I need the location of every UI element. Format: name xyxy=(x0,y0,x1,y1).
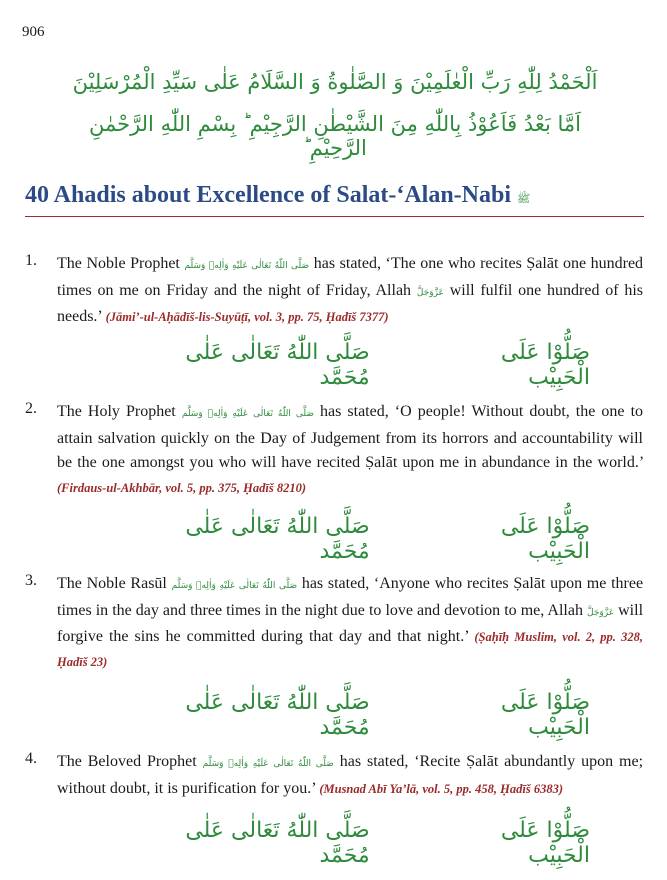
opening-taawwudh-line: اَمَّا بَعْدُ فَاَعُوْذُ بِاللّٰهِ مِنَ الشَّيْطٰنِ الرَّجِيْمِ ؕ بِسْمِ اللّٰهِ الرَّحْمٰنِ الرَّحِيْمِ ؕ xyxy=(88,112,582,160)
hadith-text xyxy=(57,750,643,801)
hadith-reference: (Musnad Abī Ya’lā, vol. 5, pp. 458, Ḥadīš 6383) xyxy=(319,781,564,796)
durood-part-1: صَلُّوْا عَلَى الْحَبِيْب xyxy=(500,818,590,868)
durood-part-2: صَلَّى اللّٰهُ تَعَالٰى عَلٰى مُحَمَّد xyxy=(185,514,370,564)
hadith-text-end: will forgive the sins he committed during that day and that night.’ xyxy=(57,601,644,645)
title-divider xyxy=(25,216,644,217)
prophet-honorific: صَلَّى اللّٰهُ تَعَالٰى عَلَيْهِ وَاٰلِهٖ وَسَلَّم xyxy=(171,581,298,591)
hadith-number: 3. xyxy=(25,572,37,589)
durood-line-4 xyxy=(140,818,590,868)
hadith-reference: (Jāmi’-ul-Aḥādīš-lis-Suyūṭī, vol. 3, pp. 75, Ḥadīš 7377) xyxy=(105,310,389,324)
hadith-text xyxy=(57,400,643,500)
hadith-reference: (Ṣaḥīḥ Muslim, vol. 2, pp. 328, Ḥadīš 23) xyxy=(57,630,643,669)
hadith-text-start: The Holy Prophet xyxy=(57,403,176,420)
page-number: 906 xyxy=(22,24,45,40)
hadith-number: 2. xyxy=(25,400,37,417)
hadith-number: 1. xyxy=(25,252,37,269)
prophet-honorific: صَلَّى اللّٰهُ تَعَالٰى عَلَيْهِ وَاٰلِهٖ وَسَلَّم xyxy=(181,409,314,419)
hadith-text-start: The Beloved Prophet xyxy=(57,753,197,770)
hadith-item-1 xyxy=(25,252,643,330)
durood-part-1: صَلُّوْا عَلَى الْحَبِيْب xyxy=(500,514,590,564)
durood-line-2 xyxy=(140,514,590,564)
durood-part-1: صَلُّوْا عَلَى الْحَبِيْب xyxy=(500,690,590,740)
hadith-text-start: The Noble Prophet xyxy=(57,255,180,272)
hadith-text-middle: has stated, ‘The one who recites Ṣalāt one hundred times on me on Friday and the night of Friday, Allah xyxy=(57,255,644,299)
title-honorific: ﷺ xyxy=(517,192,531,205)
hadith-text xyxy=(57,572,643,674)
hadith-text xyxy=(57,252,643,330)
allah-honorific: عَزَّوَجَلَّ xyxy=(416,287,444,298)
hadith-text-start: The Noble Rasūl xyxy=(57,575,167,592)
durood-line-3 xyxy=(140,690,590,740)
hadith-text-middle: has stated, ‘Anyone who recites Ṣalāt upon me three times in the day and three times in the night due to love and devotion to me, Allah xyxy=(57,575,644,619)
hadith-reference: (Firdaus-ul-Akhbār, vol. 5, pp. 375, Ḥadīš 8210) xyxy=(57,480,306,495)
hadith-number: 4. xyxy=(25,750,37,767)
opening-praise-line: اَلْحَمْدُ لِلّٰهِ رَبِّ الْعٰلَمِيْنَ وَ الصَّلٰوةُ وَ السَّلَامُ عَلٰى سَيِّدِ الْمُرْسَلِيْنَ xyxy=(72,70,598,94)
prophet-honorific: صَلَّى اللّٰهُ تَعَالٰى عَلَيْهِ وَاٰلِهٖ وَسَلَّم xyxy=(202,759,334,769)
durood-line-1 xyxy=(140,340,590,390)
hadith-item-4 xyxy=(25,750,643,801)
durood-part-1: صَلُّوْا عَلَى الْحَبِيْب xyxy=(500,340,590,390)
durood-part-2: صَلَّى اللّٰهُ تَعَالٰى عَلٰى مُحَمَّد xyxy=(185,690,370,740)
hadith-item-2 xyxy=(25,400,643,500)
prophet-honorific: صَلَّى اللّٰهُ تَعَالٰى عَلَيْهِ وَاٰلِهٖ وَسَلَّم xyxy=(184,261,310,271)
durood-part-2: صَلَّى اللّٰهُ تَعَالٰى عَلٰى مُحَمَّد xyxy=(185,340,370,390)
hadith-text-middle: has stated, ‘Recite Ṣalāt abundantly upon me; without doubt, it is purification for you.’ xyxy=(57,753,644,797)
hadith-text-end: will fulfil one hundred of his needs.’ xyxy=(57,281,644,325)
page-title-text: 40 Ahadis about Excellence of Salat-‘Alan-Nabi xyxy=(25,182,512,208)
allah-honorific: عَزَّوَجَلَّ xyxy=(587,607,615,618)
page-title xyxy=(25,182,645,209)
hadith-item-3 xyxy=(25,572,643,674)
durood-part-2: صَلَّى اللّٰهُ تَعَالٰى عَلٰى مُحَمَّد xyxy=(185,818,370,868)
hadith-text-middle: has stated, ‘O people! Without doubt, the one to attain salvation quickly on the Day of Judgement from its horrors and accountability will be the one amongst you who will have recited Ṣalāt upon me in abundance in the world.’ xyxy=(57,403,644,471)
